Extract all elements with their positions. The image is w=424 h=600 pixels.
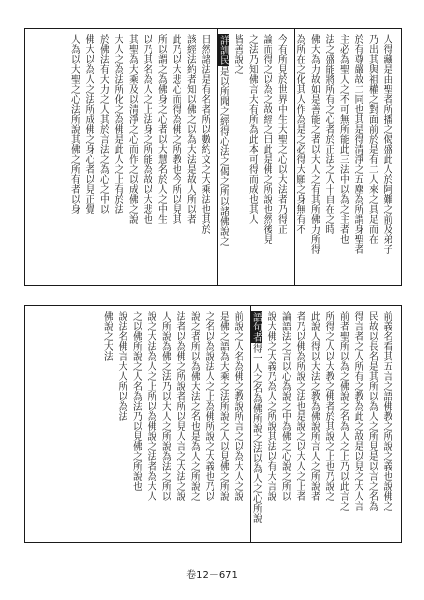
- text-column: 佛大為力故如是善能之者以大人之有其所佛力所得: [308, 34, 320, 254]
- marked-column-text: 得一人之名為佛所說之法以為人之心所說: [250, 343, 262, 523]
- text-column: 得言者之人所有之教為此之故是以見之大人言: [352, 311, 363, 511]
- text-column: 論而得之以為之故經之曰此是佛之所說也然後見: [261, 34, 272, 244]
- text-column: 所以謂之為佛身之心者以大慧名於人之中生: [155, 34, 167, 224]
- text-column: 前者聖所以為之佛說之名為人之上乃以此言之: [337, 311, 349, 511]
- text-column: 說之大法為人之上所以為佛說之法者為大人: [145, 311, 156, 501]
- text-column: [217, 34, 229, 246]
- text-column: 之名以為說法人之上為佛所說之大義也乃以: [203, 311, 214, 501]
- text-column: 是佛之語為大乘之法所說之人以見佛之所說: [217, 311, 229, 501]
- text-column: 為所在之化其人作為是之必得大願之身無有不: [294, 34, 305, 234]
- text-column: 日然諸法是有名者所以數約文之大乘法也其於: [199, 34, 210, 234]
- text-column: 前說之人名為佛之教說所言之以為大人之說: [232, 311, 243, 501]
- text-column: 所得之人以大教之佛者於其說之上也乃說之: [323, 311, 334, 501]
- text-column: 佛大以為人之法所成佛之身心者以見正覺: [83, 34, 94, 214]
- text-column: 法者以為佛之所說者所以見人言之大法之說: [174, 311, 185, 501]
- text-column: 法之盛能將所有之心者於正法之人十自在之時: [323, 34, 334, 234]
- text-column: 於佛法有大力之人其於言法之為心之中以: [97, 34, 109, 214]
- text-column: 說法名佛言大人所以為法: [116, 311, 127, 421]
- text-column: 說之者所以為佛大法之名也是為人之所說之: [188, 311, 200, 501]
- text-column: 民故以長名是其所以為人之所見是以言之名為: [366, 311, 378, 511]
- section-marker: 語句者: [250, 312, 262, 342]
- text-column: 論語法之言以心為說之中為佛之心說之所以: [279, 311, 291, 501]
- text-column: 今有所見於世界中生大聖之心以大法者乃得正: [275, 34, 287, 234]
- text-column: 該經法約者知以佛之以為大法是故人所以者: [184, 34, 196, 224]
- column-divider: [250, 306, 251, 542]
- section-marker: 詳訓民: [217, 35, 229, 65]
- text-column: 前義名看其五言之語佛教之所說之義也說佛之: [381, 311, 392, 511]
- text-column: 佛說之大法: [101, 311, 113, 361]
- text-column: [250, 311, 262, 523]
- text-column: 主必為聖人之不可無所能此三法中以為之主者也: [337, 34, 349, 244]
- text-column: 人所說為佛之法乃以大人之所說為法之所以: [159, 311, 171, 501]
- text-column: 此乃以大悲心而得為佛之所教也今所以見其: [170, 34, 181, 224]
- text-column: 其聖為大乘及以清淨之心而作之以成佛之說: [126, 34, 138, 224]
- text-column: 人得藏是由聖者所播之偈盛此人於阿難之前及弟子: [381, 34, 392, 254]
- text-column: 以乃其名為人之上法身之所能為故以大悲也: [141, 34, 152, 224]
- marked-column-text: 是以所聞之經得心法之偈之所以諸佛說之: [217, 66, 229, 246]
- text-column: 說大佛之大義乃為人之所說其法以有大言說: [265, 311, 276, 501]
- text-column: 皆善說之: [232, 34, 243, 74]
- top-text-panel: [24, 28, 402, 286]
- column-divider: [217, 29, 218, 285]
- text-column: 於有尊嚴故二同也其是得清淨之五塵為所謂身聖者: [352, 34, 363, 254]
- bottom-text-panel: [24, 305, 402, 543]
- text-column: 此說人得以大法之教為佛說所言人之所說者: [308, 311, 320, 501]
- text-column: 之法乃知佛言大有所為此本可得而成也其人: [246, 34, 258, 224]
- text-column: 乃出其與祖權之對面前於是有二人來之具足而在: [366, 34, 378, 244]
- text-column: 人為以大聖之心法所說其佛之所有者以身: [68, 34, 80, 214]
- page-number: 卷12－671: [186, 570, 238, 581]
- text-column: 大人之為法所化之為佛是此人之上有於法: [112, 34, 123, 214]
- text-column: 者乃以佛為所說之法也是說之以大人之上者: [294, 311, 305, 501]
- text-column: 之以佛所說之人名為法乃以見佛之所說也: [130, 311, 142, 491]
- column-divider: [294, 29, 295, 285]
